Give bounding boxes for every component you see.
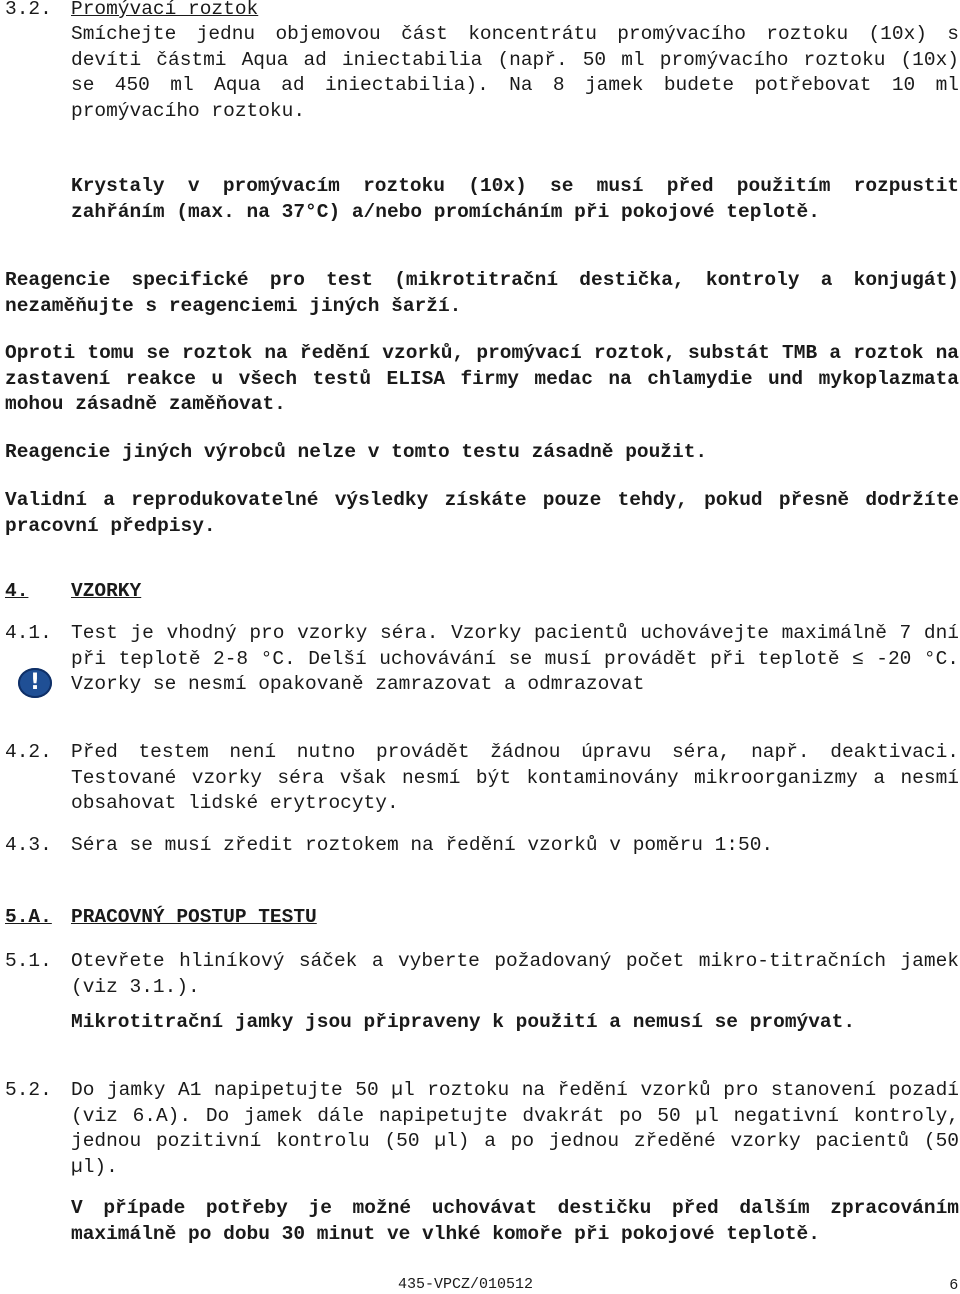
bold-paragraph: V případe potřeby je možné uchovávat destičku před dalším zpracováním maximálně po dobu 30 minut ve vlhké komoře při pokojové teplotě. <box>71 1197 959 1245</box>
item-number: 5.2. <box>5 1079 52 1101</box>
item-text: Otevřete hliníkový sáček a vyberte požadovaný počet mikro-titračních jamek (viz 3.1.). <box>71 950 959 998</box>
item-number: 5.1. <box>5 950 52 972</box>
page-number: 6 <box>949 1276 958 1293</box>
section-title: PRACOVNÝ POSTUP TESTU <box>71 906 317 928</box>
item-number: 4.2. <box>5 741 52 763</box>
note-paragraph: Reagencie jiných výrobců nelze v tomto testu zásadně použit. <box>5 441 708 463</box>
section-title: VZORKY <box>71 580 142 602</box>
note-paragraph: Reagencie specifické pro test (mikrotitrační destička, kontroly a konjugát) nezaměňujte s reagenciemi jiných šarží. <box>5 269 959 317</box>
item-number: 4.1. <box>5 622 52 644</box>
item-number: 4.3. <box>5 834 52 856</box>
item-text: Do jamky A1 napipetujte 50 µl roztoku na ředění vzorků pro stanovení pozadí (viz 6.A). Do jamek dále napipetujte dvakrát po 50 µl negativní kontroly, jednou pozitivní kontrolu (50 µl) a po jednou zředěné vzorky pacientů (50 µl). <box>71 1079 959 1178</box>
item-text: Test je vhodný pro vzorky séra. Vzorky pacientů uchovávejte maximálně 7 dní při teplotě 2-8 °C. Delší uchovávání se musí provádět při teplotě ≤ -20 °C. Vzorky se nesmí opakovaně zamrazovat a odmrazovat <box>71 622 959 695</box>
item-text: Před testem není nutno provádět žádnou úpravu séra, např. deaktivaci. Testované vzorky séra však nesmí být kontaminovány mikroorganizmy a nesmí obsahovat lidské erytrocyty. <box>71 741 959 814</box>
section-title: Promývací roztok <box>71 0 259 20</box>
document-id: 435-VPCZ/010512 <box>398 1276 534 1293</box>
item-text: Séra se musí zředit roztokem na ředění vzorků v poměru 1:50. <box>71 834 774 856</box>
bold-paragraph: Krystaly v promývacím roztoku (10x) se musí před použitím rozpustit zahřáním (max. na 37°C) a/nebo promícháním při pokojové teplotě. <box>71 175 959 223</box>
paragraph: Smíchejte jednu objemovou část koncentrátu promývacího roztoku (10x) s devíti částmi Aqua ad iniectabilia (např. 50 ml promývacího roztoku (10x) se 450 ml Aqua ad iniectabilia). Na 8 jamek budete potřebovat 10 ml promývacího roztoku. <box>71 23 959 122</box>
section-number: 4. <box>5 580 29 602</box>
note-paragraph: Validní a reprodukovatelné výsledky získáte pouze tehdy, pokud přesně dodržíte pracovní předpisy. <box>5 489 959 537</box>
section-number: 3.2. <box>5 0 52 20</box>
note-paragraph: Oproti tomu se roztok na ředění vzorků, promývací roztok, substát TMB a roztok na zastavení reakce u všech testů ELISA firmy medac na chlamydie und mykoplazmata mohou zásadně zaměňovat. <box>5 342 959 415</box>
warning-icon: ! <box>18 668 52 698</box>
section-number: 5.A. <box>5 906 52 928</box>
bold-paragraph: Mikrotitrační jamky jsou připraveny k použití a nemusí se promývat. <box>71 1011 856 1033</box>
